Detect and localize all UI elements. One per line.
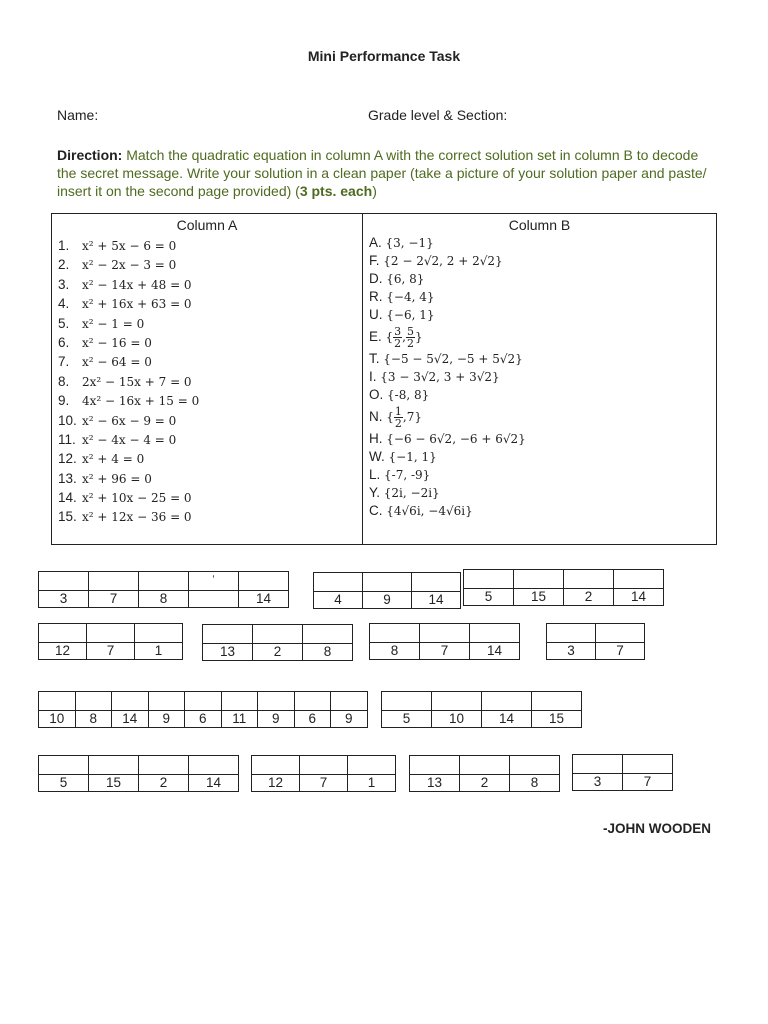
item-number-cell: 12 — [252, 775, 300, 792]
solution-row — [369, 404, 526, 430]
solution-letter: T. — [369, 351, 380, 366]
column-b-list — [369, 234, 526, 520]
code-box — [409, 755, 560, 792]
answer-letter-cell[interactable] — [135, 624, 183, 643]
code-box — [202, 624, 353, 661]
item-number-cell: 9 — [258, 711, 295, 728]
grade-section-label: Grade level & Section: — [368, 107, 508, 123]
solution-row — [369, 502, 526, 520]
answer-letter-cell[interactable] — [564, 570, 614, 589]
item-number-cell: 2 — [564, 589, 614, 606]
item-number-cell: 14 — [112, 711, 149, 728]
answer-letter-cell[interactable] — [314, 573, 363, 592]
answer-letter-cell[interactable] — [87, 624, 135, 643]
fraction — [393, 326, 402, 349]
equation-row — [58, 236, 199, 255]
answer-letter-cell[interactable] — [221, 692, 258, 711]
item-number-cell: 9 — [148, 711, 185, 728]
equation-text: x² − 16 = 0 — [82, 335, 152, 350]
direction-text: Match the quadratic equation in column A with the correct solution set in column B to decode the secret message. Write your solution in a clean paper (take a picture of your solution paper and paste/ insert it on the second page provided) ( — [57, 147, 707, 199]
answer-letter-cell[interactable] — [573, 755, 623, 774]
answer-letter-cell[interactable] — [300, 756, 348, 775]
item-number-cell: 3 — [39, 591, 89, 608]
solution-set: {2i, −2i} — [383, 486, 440, 500]
solution-row — [369, 306, 526, 324]
equation-number: 9. — [58, 393, 70, 409]
code-box — [38, 623, 183, 660]
equation-row — [58, 255, 199, 274]
equation-number: 1. — [58, 238, 70, 253]
equation-row — [58, 294, 199, 313]
fraction-numerator: 3 — [394, 325, 402, 338]
solution-letter: C. — [369, 503, 383, 518]
solution-letter: D. — [369, 271, 383, 286]
solution-set: {2 − 2√2, 2 + 2√2} — [383, 254, 503, 268]
answer-letter-cell[interactable] — [382, 692, 432, 711]
solution-row — [369, 368, 526, 386]
answer-letter-cell[interactable] — [614, 570, 664, 589]
answer-letter-cell[interactable] — [532, 692, 582, 711]
fraction-numerator: 1 — [394, 405, 402, 418]
equation-text: x² − 2x − 3 = 0 — [82, 258, 177, 273]
answer-letter-cell[interactable] — [185, 692, 222, 711]
equation-number: 12. — [58, 451, 77, 467]
answer-letter-cell[interactable] — [139, 756, 189, 775]
equation-number: 10. — [58, 412, 77, 428]
answer-letter-cell[interactable] — [89, 572, 139, 591]
matching-table — [51, 213, 717, 545]
item-number-cell: 6 — [294, 711, 331, 728]
answer-letter-cell[interactable] — [363, 573, 412, 592]
solution-set: {-8, 8} — [387, 388, 430, 402]
item-number-cell: 7 — [89, 591, 139, 608]
equation-text: x² + 12x − 36 = 0 — [82, 510, 192, 525]
item-number-cell: 3 — [547, 643, 596, 660]
solution-letter: H. — [369, 431, 383, 446]
equation-number: 4. — [58, 296, 70, 312]
column-b-header: Column B — [508, 217, 571, 233]
code-box — [38, 691, 368, 728]
item-number-cell: 7 — [420, 643, 470, 660]
solution-set: {−1, 1} — [388, 450, 437, 464]
fraction — [394, 406, 403, 429]
equation-number: 7. — [58, 354, 70, 370]
answer-letter-cell[interactable]: ‘ — [189, 572, 239, 591]
equation-number: 8. — [58, 373, 70, 389]
answer-letter-cell[interactable] — [514, 570, 564, 589]
item-number-cell: 1 — [135, 643, 183, 660]
solution-letter: Y. — [369, 485, 381, 500]
solution-letter: R. — [369, 289, 383, 304]
solution-letter: A. — [369, 235, 382, 250]
item-number-cell: 14 — [470, 643, 520, 660]
answer-letter-cell[interactable] — [253, 625, 303, 644]
equation-number: 14. — [58, 490, 77, 506]
direction-label: Direction: — [57, 147, 123, 163]
answer-letter-cell[interactable] — [39, 756, 89, 775]
answer-letter-cell[interactable] — [203, 625, 253, 644]
code-box — [369, 623, 520, 660]
solution-row — [369, 234, 526, 252]
solution-row — [369, 324, 526, 350]
code-box — [463, 569, 664, 606]
equation-number: 3. — [58, 276, 70, 292]
equation-row — [58, 449, 199, 468]
solution-letter: L. — [369, 467, 381, 482]
solution-letter: W. — [369, 449, 385, 464]
fraction-numerator: 5 — [407, 325, 414, 338]
solution-set: {4√6i, −4√6i} — [386, 504, 473, 518]
name-label: Name: — [57, 107, 99, 123]
answer-letter-cell[interactable] — [482, 692, 532, 711]
equation-text: x² − 14x + 48 = 0 — [82, 277, 192, 292]
equation-text: x² − 64 = 0 — [82, 355, 152, 370]
equation-text: x² − 4x − 4 = 0 — [82, 432, 177, 447]
answer-letter-cell[interactable] — [547, 624, 596, 643]
item-number-cell: 7 — [596, 643, 645, 660]
answer-letter-cell[interactable] — [89, 756, 139, 775]
item-number-cell: 15 — [532, 711, 582, 728]
item-number-cell: 5 — [382, 711, 432, 728]
code-box — [572, 754, 673, 791]
solution-row — [369, 252, 526, 270]
item-number-cell: 8 — [370, 643, 420, 660]
equation-row — [58, 411, 199, 430]
page-title: Mini Performance Task — [307, 48, 461, 64]
answer-letter-cell[interactable] — [148, 692, 185, 711]
item-number-cell: 14 — [482, 711, 532, 728]
answer-letter-cell[interactable] — [39, 692, 76, 711]
solution-set: {−6 − 6√2, −6 + 6√2} — [386, 432, 526, 446]
answer-letter-cell[interactable] — [75, 692, 112, 711]
item-number-cell: 5 — [39, 775, 89, 792]
equation-number: 15. — [58, 509, 77, 525]
solution-set: {6, 8} — [386, 272, 425, 286]
solution-row — [369, 448, 526, 466]
equation-number: 13. — [58, 470, 77, 486]
item-number-cell: 13 — [203, 644, 253, 661]
equation-row — [58, 469, 199, 488]
equation-row — [58, 507, 199, 526]
item-number-cell: 3 — [573, 774, 623, 791]
solution-row — [369, 430, 526, 448]
answer-letter-cell[interactable] — [596, 624, 645, 643]
item-number-cell: 14 — [412, 592, 461, 609]
solution-letter: E. — [369, 329, 382, 344]
points-text: 3 pts. each — [299, 183, 373, 199]
item-number-cell: 7 — [87, 643, 135, 660]
answer-letter-cell[interactable] — [420, 624, 470, 643]
item-number-cell: 8 — [139, 591, 189, 608]
answer-letter-cell[interactable] — [470, 624, 520, 643]
item-number-cell: 15 — [514, 589, 564, 606]
answer-letter-cell[interactable] — [623, 755, 673, 774]
equation-row — [58, 314, 199, 333]
equation-text: x² − 1 = 0 — [82, 316, 145, 331]
fraction — [406, 326, 415, 349]
equation-number: 2. — [58, 257, 70, 273]
item-number-cell: 14 — [614, 589, 664, 606]
item-number-cell: 14 — [239, 591, 289, 608]
item-number-cell: 12 — [39, 643, 87, 660]
solution-row — [369, 350, 526, 368]
answer-letter-cell[interactable] — [510, 756, 560, 775]
solution-set: {-7, -9} — [384, 468, 431, 482]
solution-set: {3, −1} — [385, 236, 434, 250]
item-number-cell: 9 — [363, 592, 412, 609]
code-box — [313, 572, 461, 609]
item-number-cell: 4 — [314, 592, 363, 609]
item-number-cell — [189, 591, 239, 608]
quote-author: -JOHN WOODEN — [603, 821, 711, 836]
answer-letter-cell[interactable] — [303, 625, 353, 644]
item-number-cell: 11 — [221, 711, 258, 728]
solution-set: {−6, 1} — [386, 308, 435, 322]
equation-row — [58, 352, 199, 371]
equation-row — [58, 391, 199, 410]
item-number-cell: 2 — [460, 775, 510, 792]
solution-letter: O. — [369, 387, 384, 402]
direction-close: ) — [372, 183, 377, 199]
item-number-cell: 7 — [623, 774, 673, 791]
solution-row — [369, 270, 526, 288]
solution-letter: I. — [369, 369, 377, 384]
equation-number: 11. — [58, 431, 76, 447]
solution-set: { $\frac{3}{2}$ , $\frac{5}{2}$ } — [385, 325, 423, 350]
equation-number: 6. — [58, 334, 70, 350]
equation-row — [58, 430, 199, 449]
item-number-cell: 10 — [39, 711, 76, 728]
equation-text: x² + 16x + 63 = 0 — [82, 297, 192, 312]
direction-paragraph — [57, 146, 712, 200]
column-a-header: Column A — [176, 217, 238, 233]
code-box — [251, 755, 396, 792]
answer-letter-cell[interactable] — [252, 756, 300, 775]
answer-letter-cell[interactable] — [460, 756, 510, 775]
item-number-cell: 10 — [432, 711, 482, 728]
item-number-cell: 2 — [139, 775, 189, 792]
solution-row — [369, 484, 526, 502]
item-number-cell: 8 — [75, 711, 112, 728]
code-box — [546, 623, 645, 660]
code-box — [38, 755, 239, 792]
solution-letter: F. — [369, 253, 380, 268]
code-box — [381, 691, 582, 728]
solution-value: 7 — [406, 410, 415, 424]
equation-number: 5. — [58, 315, 70, 331]
answer-letter-cell[interactable] — [258, 692, 295, 711]
item-number-cell: 5 — [464, 589, 514, 606]
item-number-cell: 8 — [510, 775, 560, 792]
fraction-denominator: 2 — [394, 417, 402, 430]
answer-letter-cell[interactable] — [239, 572, 289, 591]
item-number-cell: 7 — [300, 775, 348, 792]
item-number-cell: 8 — [303, 644, 353, 661]
answer-letter-cell[interactable] — [410, 756, 460, 775]
item-number-cell: 1 — [348, 775, 396, 792]
equation-text: x² − 6x − 9 = 0 — [82, 413, 177, 428]
solution-row — [369, 288, 526, 306]
answer-letter-cell[interactable] — [370, 624, 420, 643]
equation-text: 2x² − 15x + 7 = 0 — [82, 374, 192, 389]
answer-letter-cell[interactable] — [432, 692, 482, 711]
equation-text: x² + 96 = 0 — [82, 471, 152, 486]
item-number-cell: 13 — [410, 775, 460, 792]
answer-letter-cell[interactable] — [464, 570, 514, 589]
item-number-cell: 6 — [185, 711, 222, 728]
solution-letter: U. — [369, 307, 383, 322]
answer-letter-cell[interactable] — [294, 692, 331, 711]
fraction-denominator: 2 — [394, 337, 402, 350]
column-a-list — [58, 236, 199, 527]
item-number-cell: 15 — [89, 775, 139, 792]
answer-letter-cell[interactable] — [112, 692, 149, 711]
answer-letter-cell[interactable] — [348, 756, 396, 775]
equation-text: x² + 5x − 6 = 0 — [82, 239, 177, 253]
equation-row — [58, 333, 199, 352]
item-number-cell: 9 — [331, 711, 368, 728]
column-b — [363, 214, 716, 544]
equation-row — [58, 372, 199, 391]
fraction-denominator: 2 — [407, 337, 414, 350]
solution-set: {3 − 3√2, 3 + 3√2} — [380, 370, 500, 384]
answer-letter-cell[interactable] — [412, 573, 461, 592]
answer-letter-cell[interactable] — [189, 756, 239, 775]
column-a — [52, 214, 363, 544]
item-number-cell: 2 — [253, 644, 303, 661]
code-box — [38, 571, 289, 608]
answer-letter-cell[interactable] — [139, 572, 189, 591]
answer-letter-cell[interactable] — [331, 692, 368, 711]
solution-letter: N. — [369, 409, 383, 424]
item-number-cell: 14 — [189, 775, 239, 792]
solution-set: {−5 − 5√2, −5 + 5√2} — [383, 352, 523, 366]
answer-letter-cell[interactable] — [39, 624, 87, 643]
equation-text: 4x² − 16x + 15 = 0 — [82, 394, 200, 409]
equation-row — [58, 488, 199, 507]
solution-set: {−4, 4} — [386, 290, 435, 304]
solution-row — [369, 466, 526, 484]
answer-letter-cell[interactable] — [39, 572, 89, 591]
equation-row — [58, 275, 199, 294]
solution-row — [369, 386, 526, 404]
solution-set: { $\frac{1}{2}$ ,7} — [386, 405, 423, 430]
equation-text: x² + 4 = 0 — [82, 452, 145, 467]
equation-text: x² + 10x − 25 = 0 — [82, 491, 192, 506]
